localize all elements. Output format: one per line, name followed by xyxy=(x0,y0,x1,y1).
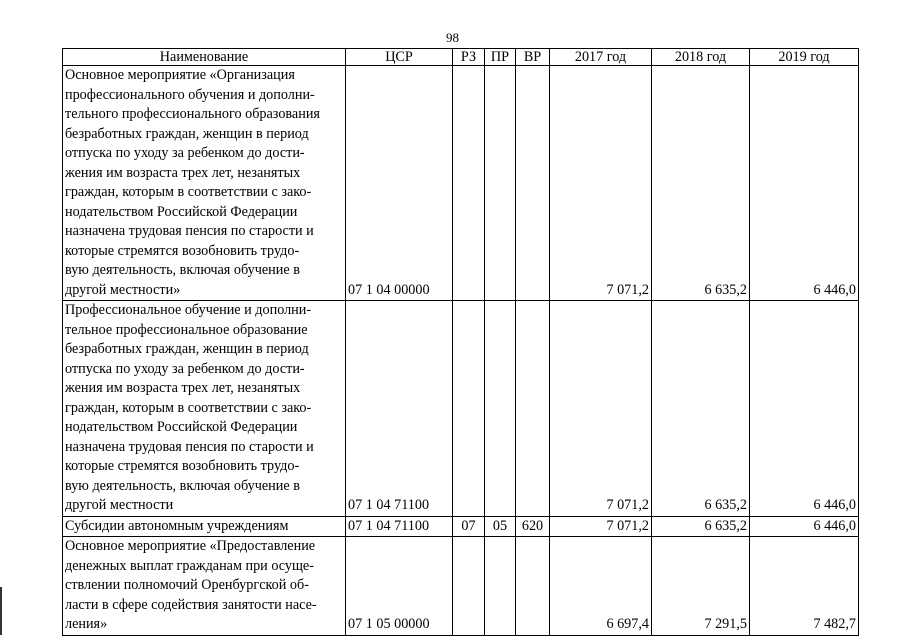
row-name-line: безработных граждан, женщин в период xyxy=(65,341,309,357)
row-rz-cell: 07 xyxy=(453,516,485,537)
row-2018-cell: 6 635,2 xyxy=(652,516,750,537)
row-vr-cell xyxy=(516,537,550,636)
row-name-line: Субсидии автономным учреждениям xyxy=(65,517,289,534)
row-name-line: Основное мероприятие «Предоставление xyxy=(65,538,316,554)
row-rz-cell xyxy=(453,66,485,301)
row-2019-cell: 6 446,0 xyxy=(750,516,859,537)
row-vr-cell xyxy=(516,66,550,301)
row-pr-cell xyxy=(485,537,516,636)
row-name-line: которые стремятся возобновить трудо- xyxy=(65,458,300,474)
row-name-line: нодательством Российской Федерации xyxy=(65,203,298,220)
row-vr-cell xyxy=(516,301,550,517)
row-name-cell xyxy=(63,301,346,517)
header-2019: 2019 год xyxy=(750,49,859,66)
header-csr: ЦСР xyxy=(346,49,453,66)
row-rz-cell xyxy=(453,537,485,636)
row-name-line: другой местности xyxy=(65,497,174,513)
table-row xyxy=(63,301,859,517)
row-name-line: ласти в сфере содействия занятости насе- xyxy=(65,596,317,613)
row-name-cell xyxy=(63,516,346,537)
row-pr-cell xyxy=(485,301,516,517)
row-name-line: жения им возраста трех лет, незанятых xyxy=(65,164,301,181)
row-name-line: тельное профессиональное образование xyxy=(65,321,308,338)
table-row xyxy=(63,516,859,537)
row-name-line: тельного профессионального образования xyxy=(65,106,320,122)
table-row xyxy=(63,66,859,301)
table-header-row xyxy=(63,49,859,66)
row-name-line: жения им возраста трех лет, незанятых xyxy=(65,380,301,396)
row-name-line: назначена трудовая пенсия по старости и xyxy=(65,438,314,455)
row-name-line: нодательством Российской Федерации xyxy=(65,419,298,435)
header-rz: РЗ xyxy=(453,49,485,66)
row-pr-cell: 05 xyxy=(485,516,516,537)
row-2017-cell: 7 071,2 xyxy=(550,66,652,301)
row-2019-cell: 6 446,0 xyxy=(750,301,859,517)
row-2018-cell: 6 635,2 xyxy=(652,301,750,517)
row-name-line: вую деятельность, включая обучение в xyxy=(65,262,300,278)
scan-edge-mark xyxy=(0,587,2,635)
table-body xyxy=(63,66,859,636)
header-vr: ВР xyxy=(516,49,550,66)
row-name-line: ления» xyxy=(65,616,108,632)
row-name-line: другой местности» xyxy=(65,281,181,298)
row-name-line: вую деятельность, включая обучение в xyxy=(65,477,300,494)
row-name-line: денежных выплат гражданам при осуще- xyxy=(65,557,314,574)
budget-table xyxy=(62,48,859,636)
row-name-line: граждан, которым в соответствии с зако- xyxy=(65,184,312,200)
row-csr-cell: 07 1 04 00000 xyxy=(346,66,453,301)
row-name-line: отпуска по уходу за ребенком до дости- xyxy=(65,145,305,161)
row-name-line: граждан, которым в соответствии с зако- xyxy=(65,399,312,416)
row-csr-cell: 07 1 04 71100 xyxy=(346,516,453,537)
row-name-cell xyxy=(63,66,346,301)
row-name-line: Профессиональное обучение и дополни- xyxy=(65,302,312,318)
row-name-line: которые стремятся возобновить трудо- xyxy=(65,242,300,259)
row-name-line: профессионального обучения и дополни- xyxy=(65,86,315,103)
row-rz-cell xyxy=(453,301,485,517)
row-2018-cell: 7 291,5 xyxy=(652,537,750,636)
row-csr-cell: 07 1 05 00000 xyxy=(346,537,453,636)
row-name-line: ствлении полномочий Оренбургской об- xyxy=(65,577,309,593)
row-name-line: отпуска по уходу за ребенком до дости- xyxy=(65,360,305,377)
header-2018: 2018 год xyxy=(652,49,750,66)
page-number: 98 xyxy=(446,30,459,45)
row-name-line: Основное мероприятие «Организация xyxy=(65,67,295,83)
row-name-line: безработных граждан, женщин в период xyxy=(65,125,309,142)
row-vr-cell: 620 xyxy=(516,516,550,537)
row-2017-cell: 7 071,2 xyxy=(550,516,652,537)
row-2017-cell: 7 071,2 xyxy=(550,301,652,517)
row-name-line: назначена трудовая пенсия по старости и xyxy=(65,223,314,239)
table-row xyxy=(63,537,859,636)
row-2019-cell: 7 482,7 xyxy=(750,537,859,636)
row-pr-cell xyxy=(485,66,516,301)
row-2018-cell: 6 635,2 xyxy=(652,66,750,301)
row-name-cell xyxy=(63,537,346,636)
header-2017: 2017 год xyxy=(550,49,652,66)
row-2019-cell: 6 446,0 xyxy=(750,66,859,301)
row-csr-cell: 07 1 04 71100 xyxy=(346,301,453,517)
header-name: Наименование xyxy=(63,49,346,66)
row-2017-cell: 6 697,4 xyxy=(550,537,652,636)
header-pr: ПР xyxy=(485,49,516,66)
